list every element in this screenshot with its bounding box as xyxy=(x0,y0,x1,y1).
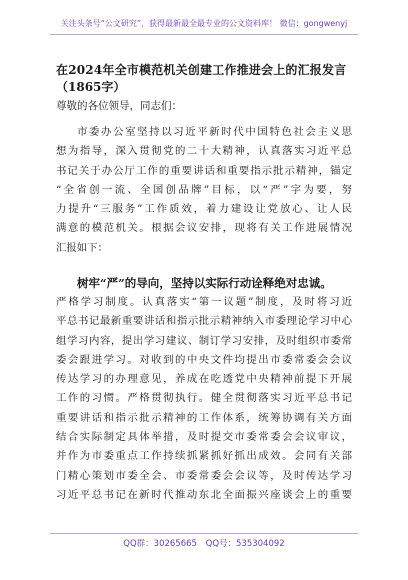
paragraph-line: 门精心策划市委全会、市委常委会会议等，及时传达学习 xyxy=(56,469,352,482)
paragraph-line: 市委办公室坚持以习近平新时代中国特色社会主义思 xyxy=(77,126,352,138)
word-count: （1865字） xyxy=(56,80,126,94)
paragraph-line: 重要讲话和指示批示精神的工作体系，统筹协调有关方面 xyxy=(56,411,352,424)
paragraph-line: 力提升“三服务”工作质效，着力建设让党放心、让人民 xyxy=(56,203,352,216)
paragraph-line: 满意的模范机关。根据会议安排，现将有关工作进展情况 xyxy=(56,222,352,235)
intro-paragraph xyxy=(56,123,352,258)
paragraph-line: 想为指导，深入贯彻党的二十大精神，认真落实习近平总 xyxy=(56,145,352,158)
footer-qq-number: QQ号：535304092 xyxy=(205,539,285,549)
paragraph-line: 书记关于办公厅工作的重要讲话和重要指示批示精神，锚定 xyxy=(56,164,352,177)
paragraph-line: 习近平总书记在新时代推动东北全面振兴座谈会上的重要 xyxy=(56,488,352,501)
paragraph-line: 组学习内容，提出学习建议、制订学习安排，及时组织市委常 xyxy=(56,334,352,347)
paragraph-line: 传达学习的办理意见，养成在吃透党中央精神前提下开展 xyxy=(56,373,352,386)
paragraph-line: 平总书记最新重要讲话和指示批示精神纳入市委理论学习中心 xyxy=(56,315,352,328)
paragraph-line: 严格学习制度。认真落实“第一议题”制度，及时将习近 xyxy=(56,296,352,308)
paragraph-line: 工作的习惯。严格贯彻执行。健全贯彻落实习近平总书记 xyxy=(56,392,352,405)
paragraph-line: “全省创一流、全国创品牌”目标，以“严”字为要，努 xyxy=(56,183,352,196)
paragraph-line: 汇报如下： xyxy=(56,241,108,254)
footer-divider xyxy=(50,533,358,534)
footer-qq-group: QQ群：30265665 xyxy=(123,539,197,549)
document-title: 在2024年全市模范机关创建工作推进会上的汇报发言 xyxy=(56,63,347,77)
greeting: 尊敬的各位领导，同志们： xyxy=(56,100,182,112)
page-footer xyxy=(0,537,408,549)
paragraph-line: 结合实际制定具体举措，及时提交市委常委会会议审议， xyxy=(56,431,352,444)
section-heading: 树牢“严”的导向，坚持以实际行动诠释绝对忠诚。 xyxy=(77,276,332,290)
paragraph-line: 并作为市委重点工作持续抓紧抓好抓出成效。会同有关部 xyxy=(56,450,352,463)
body-paragraph xyxy=(56,293,352,505)
page-header-banner: 关注头条号“公文研究”，获得最新最全最专业的公文资料库！ 微信：gongwenyj xyxy=(60,19,348,28)
paragraph-line: 委会跟进学习。对收到的中央文件均提出市委常委会会议 xyxy=(56,353,352,366)
header-divider xyxy=(50,34,358,35)
